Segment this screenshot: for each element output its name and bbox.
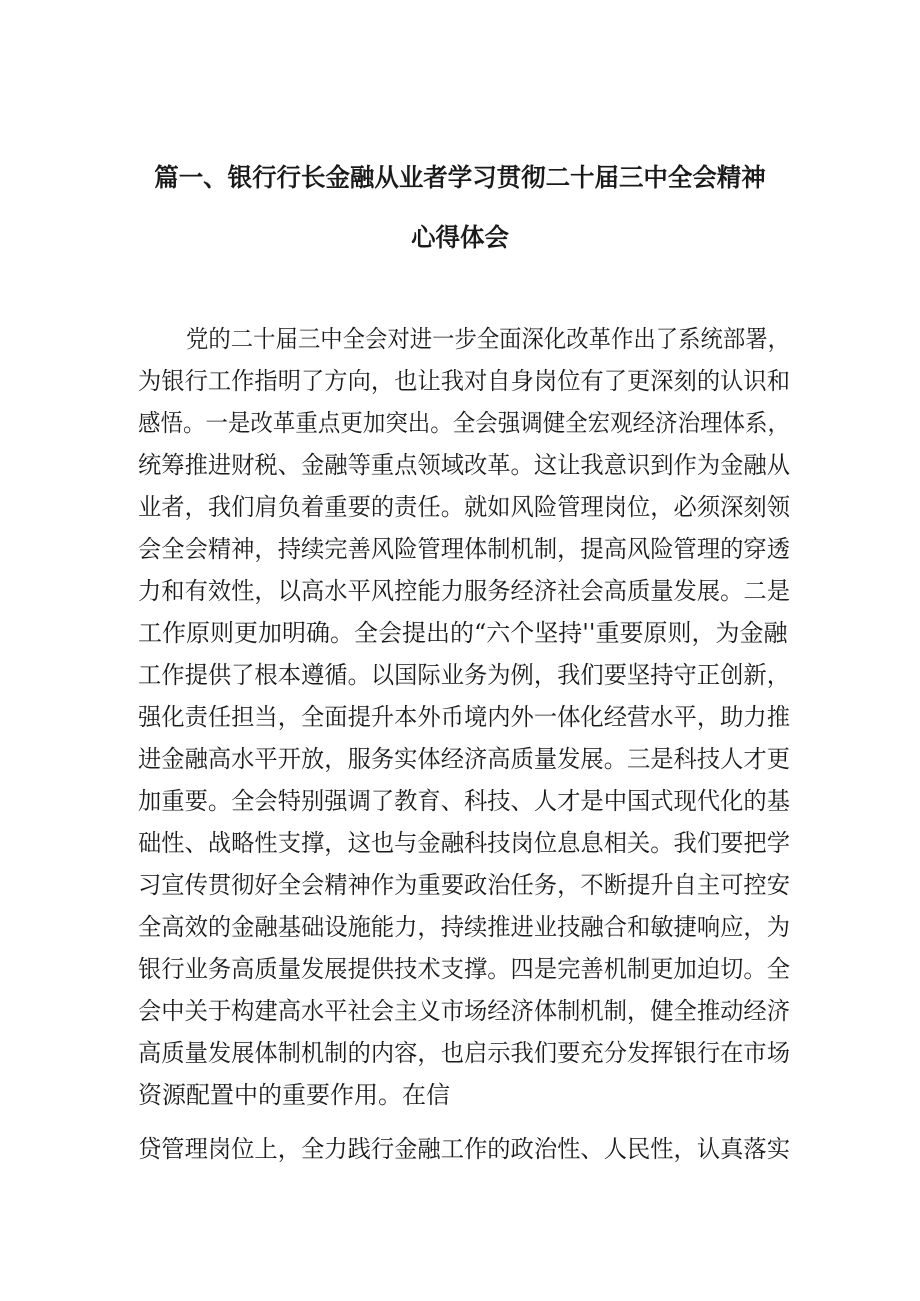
body-line: 会全会精神，持续完善风险管理体制机制，提高风险管理的穿透 bbox=[138, 535, 790, 563]
body-line: 础性、战略性支撑，这也与金融科技岗位息息相关。我们要把学 bbox=[138, 829, 790, 857]
body-line: 统筹推进财税、金融等重点领域改革。这让我意识到作为金融从 bbox=[138, 451, 790, 479]
body-line: 感悟。一是改革重点更加突出。全会强调健全宏观经济治理体系， bbox=[138, 409, 791, 437]
body-line: 资源配置中的重要作用。在信 bbox=[138, 1081, 450, 1109]
body-line: 业者，我们肩负着重要的责任。就如风险管理岗位，必须深刻领 bbox=[138, 493, 790, 521]
body-line: 会中关于构建高水平社会主义市场经济体制机制，健全推动经济 bbox=[138, 997, 790, 1025]
body-line: 全高效的金融基础设施能力，持续推进业技融合和敏捷响应，为 bbox=[138, 913, 790, 941]
body-line: 工作原则更加明确。全会提出的“六个坚持''重要原则，为金融 bbox=[138, 619, 788, 647]
body-line: 进金融高水平开放，服务实体经济高质量发展。三是科技人才更 bbox=[138, 745, 790, 773]
body-line: 工作提供了根本遵循。以国际业务为例，我们要坚持守正创新， bbox=[138, 661, 790, 689]
body-line: 党的二十届三中全会对进一步全面深化改革作出了系统部署， bbox=[186, 325, 791, 353]
body-line: 加重要。全会特别强调了教育、科技、人才是中国式现代化的基 bbox=[138, 787, 790, 815]
body-line: 银行业务高质量发展提供技术支撑。四是完善机制更加迫切。全 bbox=[138, 955, 790, 983]
body-line: 高质量发展体制机制的内容，也启示我们要充分发挥银行在市场 bbox=[138, 1039, 790, 1067]
document-subtitle: 心得体会 bbox=[411, 223, 509, 252]
body-line: 为银行工作指明了方向，也让我对自身岗位有了更深刻的认识和 bbox=[138, 367, 790, 395]
body-line: 习宣传贯彻好全会精神作为重要政治任务，不断提升自主可控安 bbox=[138, 871, 790, 899]
body-line: 强化责任担当，全面提升本外币境内外一体化经营水平，助力推 bbox=[138, 703, 790, 731]
document-title: 篇一、银行行长金融从业者学习贯彻二十届三中全会精神 bbox=[154, 163, 766, 192]
body-line: 贷管理岗位上，全力践行金融工作的政治性、人民性，认真落实 bbox=[138, 1135, 790, 1163]
body-line: 力和有效性，以高水平风控能力服务经济社会高质量发展。二是 bbox=[138, 577, 790, 605]
